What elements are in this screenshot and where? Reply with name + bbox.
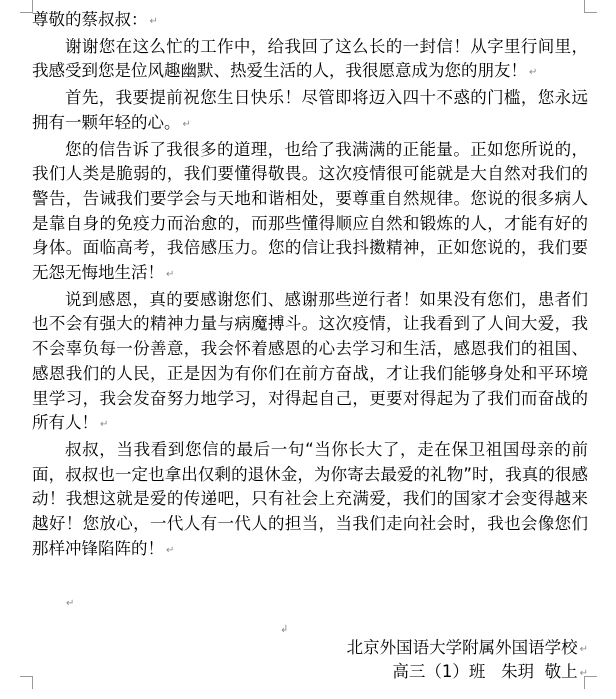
paragraph-3 <box>32 138 588 288</box>
signature-student-text: 高三（1）班 朱玥 敬上 <box>392 662 578 681</box>
empty-paragraph <box>64 592 74 614</box>
paragraph-4 <box>32 288 588 438</box>
paragraph-mark-icon: ↵ <box>100 419 109 431</box>
paragraph-text: 谢谢您在这么忙的工作中，给我回了这么长的一封信！从字里行间里，我感受到您是位风趣幽默、热爱生活的人，我很愿意成为您的朋友！ <box>32 36 588 81</box>
signature-school-text: 北京外国语大学附属外国语学校 <box>346 638 578 657</box>
paragraph-mark-icon: ↵ <box>149 16 158 27</box>
line-break-mark-icon: ↲ <box>280 624 289 635</box>
paragraph-text: 首先，我要提前祝您生日快乐！尽管即将迈入四十不惑的门槛，您永远拥有一颗年轻的心。 <box>32 88 588 132</box>
paragraph-text: 说到感恩，真的要感谢您们、感谢那些逆行者！如果没有您们，患者们也不会有强大的精神力量与病魔搏斗。这次疫情，让我看到了人间大爱，我不会辜负每一份善意，我会怀着感恩的心去学习和生活，感恩我们的祖国、感恩我们的人民，正是因为有你们在前方奋战，才让我们能够身处和平环境里学习，我会发奋努力地学习，对得起自己，更要对得起为了我们而奋战的所有人！ <box>32 289 588 433</box>
paragraph-1 <box>32 35 588 86</box>
paragraph-mark-icon: ↵ <box>579 644 588 655</box>
paragraph-2 <box>32 86 588 137</box>
paragraph-text: 叔叔，当我看到您信的最后一句“当你长大了，走在保卫祖国母亲的前面，叔叔也一定也拿出仅剩的退休金，为你寄去最爱的礼物”时，我真的很感动！我想这就是爱的传递吧，只有社会上充满爱，我们的国家才会变得越来越好！您放心，一代人有一代人的担当，当我们走向社会时，我也会像您们那样冲锋陷阵的！ <box>32 439 588 558</box>
letter-body[interactable] <box>32 8 588 563</box>
paragraph-mark-icon: ↵ <box>166 544 175 556</box>
empty-paragraph <box>278 618 288 640</box>
signature-school <box>347 636 588 662</box>
paragraph-mark-icon: ↵ <box>166 269 175 281</box>
paragraph-5 <box>32 438 588 564</box>
paragraph-mark-icon: ↵ <box>529 67 538 79</box>
salutation <box>32 8 588 35</box>
salutation-text: 尊敬的蔡叔叔： <box>32 10 148 29</box>
crop-mark-bottom-left <box>20 676 33 689</box>
signature-student <box>392 660 588 686</box>
paragraph-text: 您的信告诉了我很多的道理，也给了我满满的正能量。正如您所说的，我们人类是脆弱的，我们要懂得敬畏。这次疫情很可能就是大自然对我们的警告，告诫我们要学会与天地和谐相处，要尊重自然规律。您说的很多病人是靠自身的免疫力而治愈的，而那些懂得顺应自然和锻炼的人，才能有好的身体。面临高考，我倍感压力。您的信让我抖擞精神，正如您说的，我们要无怨无悔地生活！ <box>32 139 588 283</box>
paragraph-mark-icon: ↵ <box>579 668 588 679</box>
paragraph-mark-icon: ↵ <box>66 598 75 609</box>
paragraph-mark-icon: ↵ <box>182 118 191 130</box>
